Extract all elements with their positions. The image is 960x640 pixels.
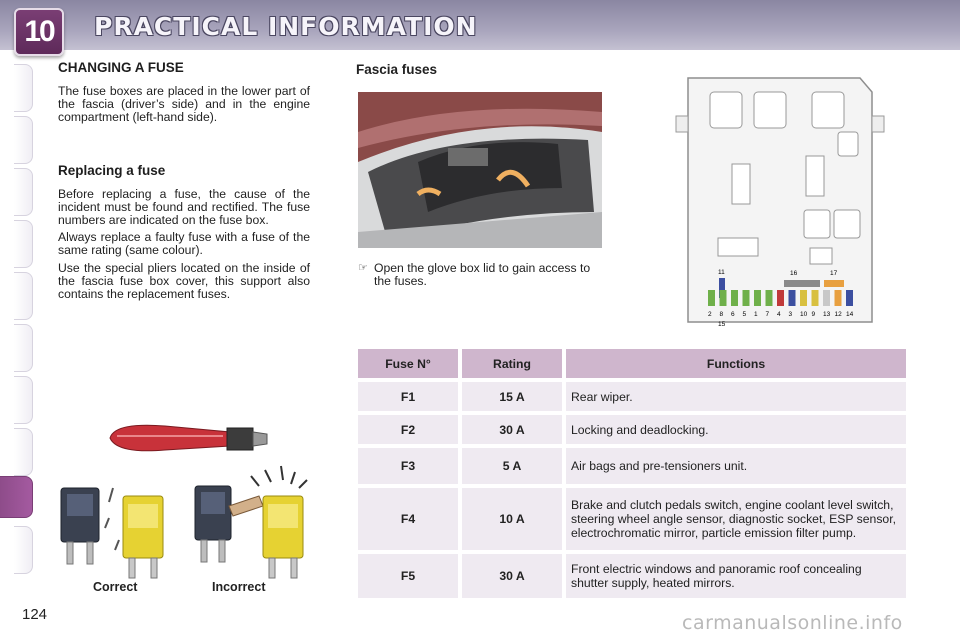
fuse-functions: Brake and clutch pedals switch, engine coolant level switch, steering wheel angle sensor, diagnostic socket, ESP sensor, electrochromatic mirror, particle emission filter pump. — [566, 488, 906, 550]
header-rating: Rating — [462, 349, 562, 378]
fuse-slot-label: 10 — [800, 311, 808, 318]
chapter-tab-8[interactable] — [14, 428, 33, 476]
fuse-slot-13 — [823, 290, 830, 306]
paragraph-3: Use the special pliers located on the inside of the fascia fuse box cover, this support also contains the replacement fuses. — [58, 260, 310, 302]
glove-box-instruction — [358, 262, 608, 288]
table-header-row — [358, 349, 906, 378]
section-title-fascia-fuses: Fascia fuses — [356, 62, 438, 77]
fuse-functions: Locking and deadlocking. — [566, 415, 906, 444]
fuse-slot-1 — [754, 290, 761, 306]
chapter-tab-3[interactable] — [14, 168, 33, 216]
fuse-slot-label: 9 — [811, 311, 816, 318]
fuse-number: F1 — [358, 382, 458, 411]
paragraph-1: Before replacing a fuse, the cause of the incident must be found and rectified. The fuse numbers are indicated on the fuse box. — [58, 186, 310, 228]
fuse-number: F4 — [358, 488, 458, 550]
fuse-slot-label: 1 — [754, 311, 758, 318]
fuse-slot-4 — [777, 290, 784, 306]
table-row — [358, 415, 906, 444]
chapter-tab-2[interactable] — [14, 116, 33, 164]
fuse-slot-2 — [708, 290, 715, 306]
intro-paragraph: The fuse boxes are placed in the lower part of the fascia (driver’s side) and in the engine compartment (left-hand side). — [58, 84, 310, 125]
label-incorrect: Incorrect — [212, 580, 266, 594]
label-correct: Correct — [93, 580, 138, 594]
fuse-slot-label: 7 — [765, 311, 770, 318]
correct-fuses-icon — [61, 488, 163, 578]
fuse-slot-label: 4 — [777, 311, 781, 318]
section-title-changing-fuse: CHANGING A FUSE — [58, 60, 184, 75]
watermark: carmanualsonline.info — [682, 612, 903, 634]
left-column — [58, 60, 310, 305]
label-fuse-15: 15 — [718, 321, 726, 328]
header-fuse-number: Fuse N° — [358, 349, 458, 378]
fuse-box-diagram — [674, 72, 888, 330]
fuse-slot-label: 8 — [719, 311, 724, 318]
fuse-rating: 30 A — [462, 415, 562, 444]
fuse-rating: 30 A — [462, 554, 562, 598]
label-fuse-16: 16 — [790, 270, 798, 277]
chapter-tab-1[interactable] — [14, 64, 33, 112]
fuse-slot-label: 13 — [823, 311, 831, 318]
fuse-slot-12 — [835, 290, 842, 306]
fuse-rating: 5 A — [462, 448, 562, 484]
chapter-tab-6[interactable] — [14, 324, 33, 372]
hand-pointer-icon: ☞ — [358, 262, 368, 274]
label-fuse-11: 11 — [718, 269, 725, 276]
fuse-number: F2 — [358, 415, 458, 444]
fuse-slot-label: 14 — [846, 311, 854, 318]
fuse-functions: Front electric windows and panoramic roof concealing shutter supply, heated mirrors. — [566, 554, 906, 598]
table-row — [358, 554, 906, 598]
fuse-functions: Air bags and pre-tensioners unit. — [566, 448, 906, 484]
chapter-badge: 10 — [14, 8, 64, 56]
fuse-slot-14 — [846, 290, 853, 306]
fuse-number: F5 — [358, 554, 458, 598]
label-fuse-17: 17 — [830, 270, 838, 277]
fuse-slot-label: 6 — [731, 311, 735, 318]
chapter-tab-7[interactable] — [14, 376, 33, 424]
fuse-slot-label: 5 — [742, 311, 747, 318]
fuse-illustration — [55, 410, 315, 610]
fuse-slot-label: 3 — [788, 311, 793, 318]
fuse-table — [354, 345, 910, 602]
glove-box-photo — [358, 92, 602, 248]
fuse-pliers-icon — [110, 425, 267, 451]
page-title: PRACTICAL INFORMATION — [94, 12, 478, 41]
incorrect-fuses-icon — [195, 466, 307, 578]
fuse-slot-10 — [800, 290, 807, 306]
fuse-slot-9 — [812, 290, 819, 306]
section-title-replacing-fuse: Replacing a fuse — [58, 162, 166, 178]
chapter-tab-10-active[interactable] — [0, 476, 33, 518]
chapter-tab-5[interactable] — [14, 272, 33, 320]
fuse-slot-label: 12 — [834, 311, 842, 318]
fuse-slot-7 — [766, 290, 773, 306]
fuse-slot-6 — [731, 290, 738, 306]
fuse-slot-3 — [789, 290, 796, 306]
fuse-slot-5 — [743, 290, 750, 306]
fuse-rating: 10 A — [462, 488, 562, 550]
table-row — [358, 382, 906, 411]
table-row — [358, 488, 906, 550]
paragraph-2: Always replace a faulty fuse with a fuse of the same rating (same colour). — [58, 230, 310, 258]
fuse-number: F3 — [358, 448, 458, 484]
chapter-tab-11[interactable] — [14, 526, 33, 574]
header-functions: Functions — [566, 349, 906, 378]
chapter-tab-4[interactable] — [14, 220, 33, 268]
page-number: 124 — [22, 606, 48, 623]
bullet-text: Open the glove box lid to gain access to the fuses. — [374, 261, 591, 288]
fuse-slot-8 — [720, 290, 727, 306]
table-row — [358, 448, 906, 484]
fuse-slot-label: 2 — [708, 311, 712, 318]
fuse-rating: 15 A — [462, 382, 562, 411]
fuse-functions: Rear wiper. — [566, 382, 906, 411]
